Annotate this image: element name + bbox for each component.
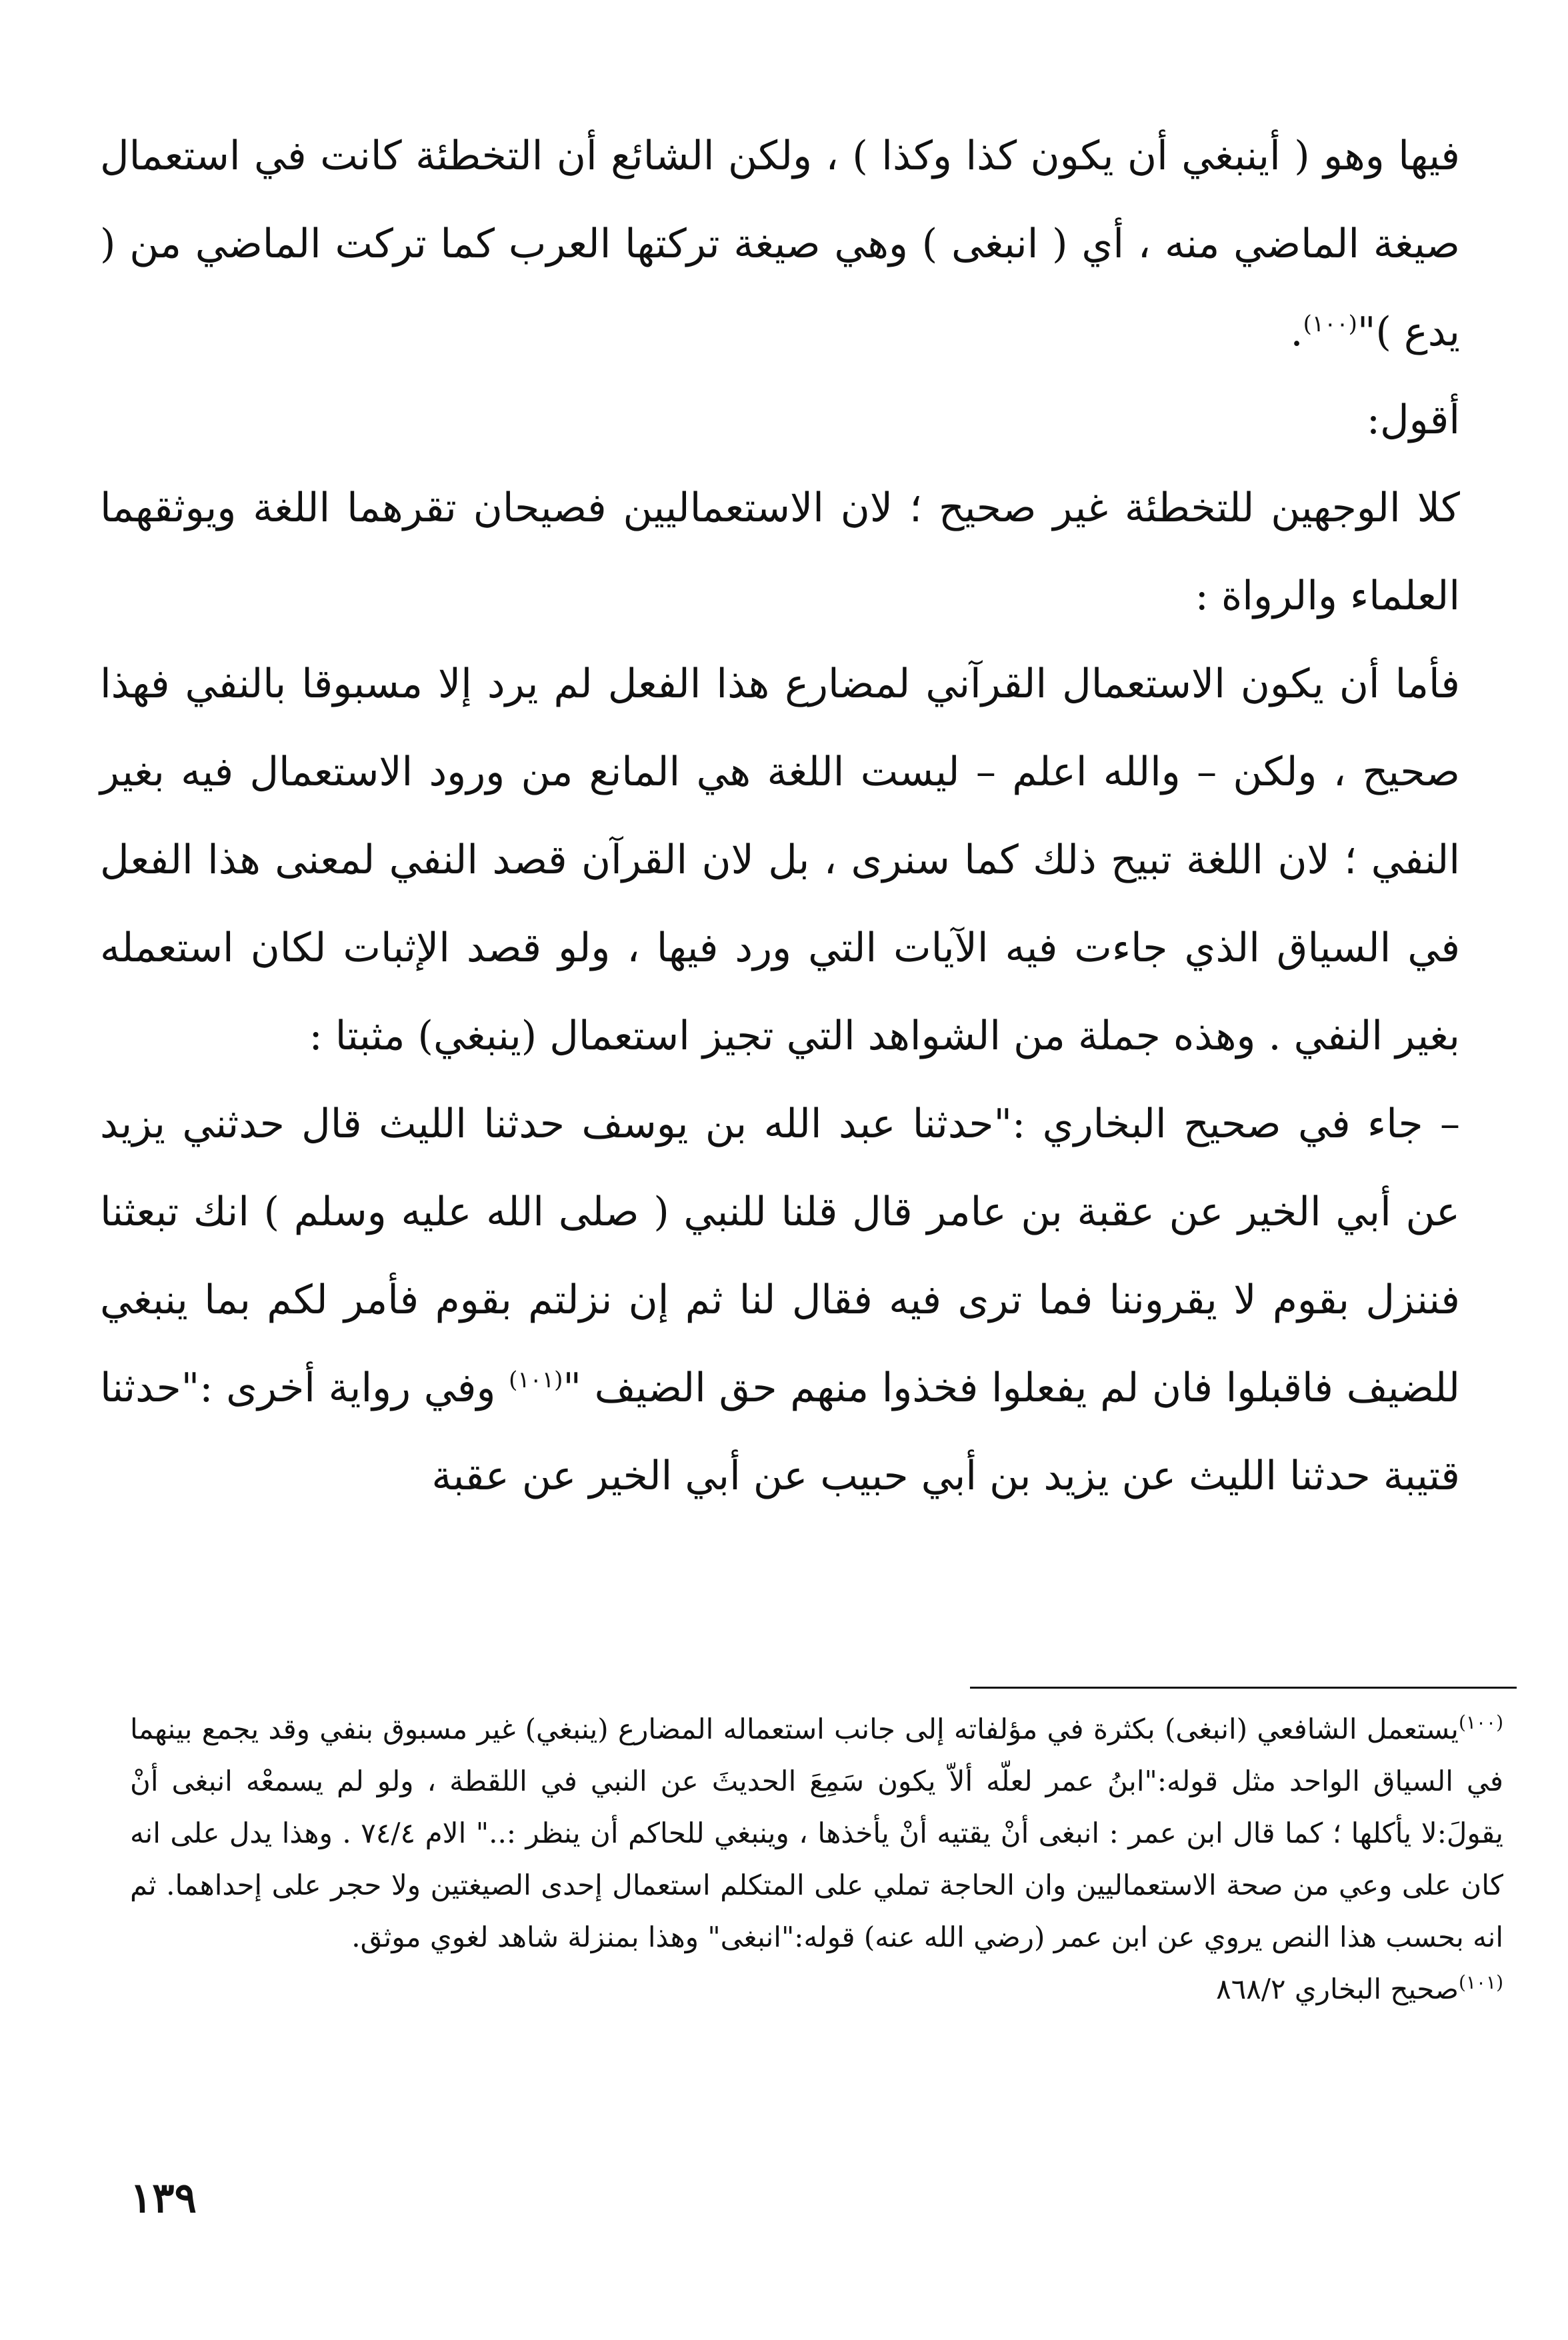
footnote-number: (١٠٠): [1459, 1711, 1503, 1733]
main-text: [100, 112, 1460, 1520]
paragraph: كلا الوجهين للتخطئة غير صحيح ؛ لان الاستعماليين فصيحان تقرهما اللغة ويوثقهما العلماء والرواة :: [100, 485, 1460, 619]
footnote-text: صحيح البخاري ٨٦٨/٢: [1216, 1973, 1459, 2005]
paragraph: فيها وهو ( أينبغي أن يكون كذا وكذا ) ، ولكن الشائع أن التخطئة كانت في استعمال صيغة الماضي منه ، أي ( انبغى ) وهي صيغة تركتها العرب كما تركت الماضي من ( يدع )"$^{(١٠٠)}$.: [100, 133, 1460, 355]
paragraph: فأما أن يكون الاستعمال القرآني لمضارع هذا الفعل لم يرد إلا مسبوقا بالنفي فهذا صحيح ، ولكن – والله اعلم – ليست اللغة هي المانع من ورود الاستعمال فيه بغير النفي ؛ لان اللغة تبيح ذلك كما سنرى ، بل لان القرآن قصد النفي لمعنى هذا الفعل في السياق الذي جاءت فيه الآيات التي ورد فيها ، ولو قصد الإثبات لكان استعمله بغير النفي . وهذه جملة من الشواهد التي تجيز استعمال (ينبغي) مثبتا :: [100, 661, 1460, 1059]
footnote-ref: (١٠١): [509, 1367, 563, 1393]
footnote: [130, 1963, 1503, 2015]
footnote-separator: [970, 1687, 1517, 1689]
footnote-number: (١٠١): [1459, 1971, 1503, 1993]
footnote-text: يستعمل الشافعي (انبغى) بكثرة في مؤلفاته إلى جانب استعماله المضارع (ينبغي) غير مسبوق بنفي وقد يجمع بينهما في السياق الواحد مثل قوله:"ابنُ عمر لعلّه ألاّ يكون سَمِعَ الحديثَ عن النبي في اللقطة ، ولو لم يسمعْه انبغى أنْ يقولَ:لا يأكلها ؛ كما قال ابن عمر : انبغى أنْ يقتيه أنْ يأخذها ، وينبغي للحاكم أن ينظر :.." الام ٧٤/٤ . وهذا يدل على انه كان على وعي من صحة الاستعماليين وان الحاجة تملي على المتكلم استعمال إحدى الصيغتين ولا حجر على إحداهما. ثم انه بحسب هذا النص يروي عن ابن عمر (رضي الله عنه) قوله:"انبغى" وهذا بمنزلة شاهد لغوي موثق.: [130, 1713, 1503, 1953]
paragraph: أقول:: [1366, 397, 1460, 443]
paragraph: – جاء في صحيح البخاري :"حدثنا عبد الله بن يوسف حدثنا الليث قال حدثني يزيد عن أبي الخير عن عقبة بن عامر قال قلنا للنبي ( صلى الله عليه وسلم ) انك تبعثنا فننزل بقوم لا يقروننا فما ترى فيه فقال لنا ثم إن نزلتم بقوم فأمر لكم بما ينبغي للضيف فاقبلوا فان لم يفعلوا فخذوا منهم حق الضيف "$^{(١٠١)}$ وفي رواية أخرى :"حدثنا قتيبة حدثنا الليث عن يزيد بن أبي حبيب عن أبي الخير عن عقبة: [100, 1101, 1460, 1499]
footnote-ref: (١٠٠): [1303, 311, 1357, 337]
footnote: [130, 1703, 1503, 1963]
page-number: ١٣٩: [130, 2173, 197, 2222]
footnotes: [130, 1703, 1503, 2015]
